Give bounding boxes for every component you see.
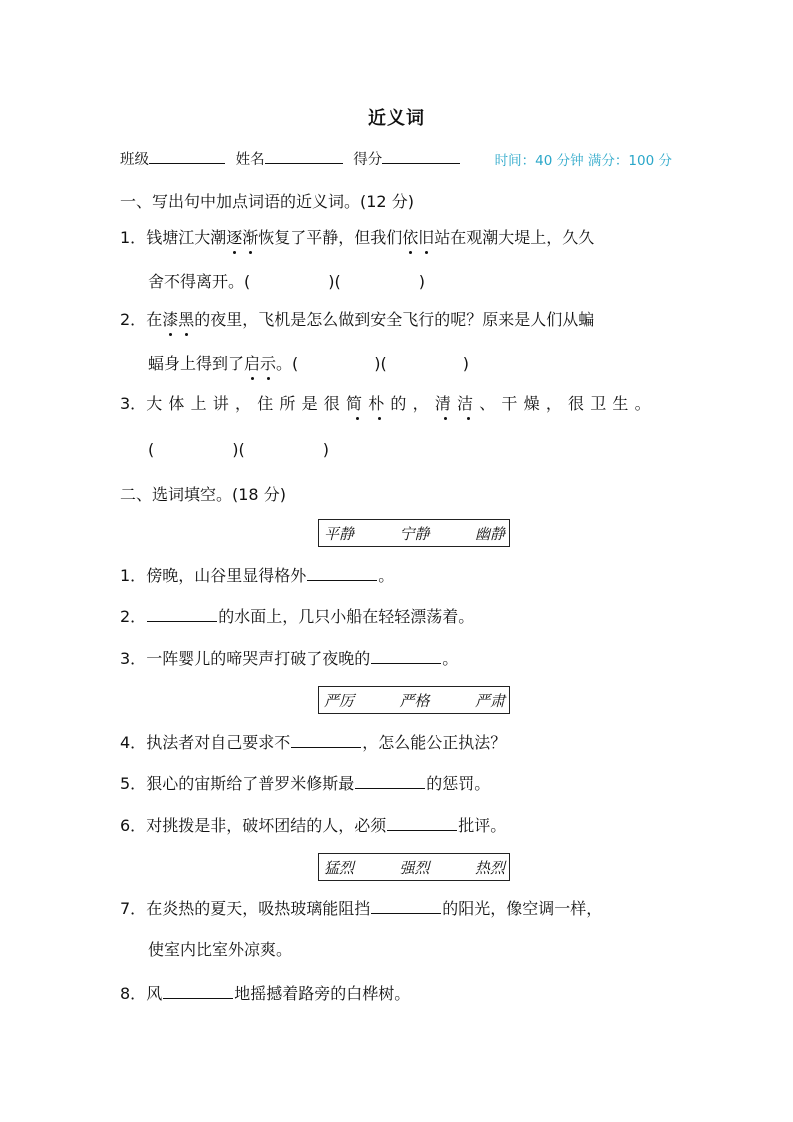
- class-blank[interactable]: [149, 149, 225, 164]
- dotted-word: [435, 394, 479, 413]
- q-text: 站在观潮大堤上，久久: [434, 228, 595, 247]
- paren: ): [418, 272, 425, 291]
- paren: )(: [232, 440, 245, 459]
- q-text: 一阵婴儿的啼哭声打破了夜晚的: [146, 649, 371, 668]
- fill-blank[interactable]: [371, 647, 441, 664]
- dotted-char: 旧: [418, 228, 435, 247]
- q-text: 在炎热的夏天，吸热玻璃能阻挡: [146, 899, 371, 918]
- q-number: 4．: [120, 733, 147, 752]
- paren: ): [322, 440, 329, 459]
- s1-question-2-cont: [148, 353, 469, 375]
- q-text: 在: [146, 310, 163, 329]
- q-number: 5．: [120, 774, 147, 793]
- q-number: 3．: [120, 394, 147, 413]
- s2-item-7-cont: [148, 939, 292, 961]
- fill-blank[interactable]: [307, 564, 377, 581]
- dotted-char: 启: [244, 354, 261, 373]
- word-option: 热烈: [474, 858, 505, 877]
- q-number: 8．: [120, 984, 147, 1003]
- q-text: 、干燥，很卫生。: [479, 394, 657, 413]
- s1-question-2: [120, 309, 594, 331]
- score-label: 得分: [353, 152, 383, 168]
- word-option: 幽静: [474, 524, 505, 543]
- page-title: 近义词: [368, 108, 425, 129]
- dotted-char: 漆: [162, 310, 179, 329]
- s1-question-3: [120, 393, 657, 415]
- q-text: 大体上讲，住所是很: [146, 394, 346, 413]
- dotted-char: 清: [434, 394, 458, 413]
- fill-blank[interactable]: [387, 814, 457, 831]
- paren: (: [148, 440, 155, 459]
- dotted-char: 依: [402, 228, 419, 247]
- fill-blank[interactable]: [147, 605, 217, 622]
- paren: ): [462, 354, 470, 373]
- q-number: 1．: [120, 566, 147, 585]
- q-text: 傍晚，山谷里显得格外: [146, 566, 307, 585]
- word-option: 平静: [324, 524, 355, 543]
- paren: )(: [374, 354, 387, 373]
- q-text: 。(: [276, 354, 299, 373]
- name-label: 姓名: [235, 152, 265, 168]
- q-text: 。: [378, 566, 395, 585]
- dotted-char: 朴: [368, 394, 391, 413]
- s2-item-4: [120, 731, 506, 754]
- q-number: 7．: [120, 899, 147, 918]
- q-number: 2．: [120, 607, 147, 626]
- dotted-char: 示: [260, 354, 277, 373]
- q-number: 6．: [120, 816, 147, 835]
- class-field: [120, 148, 225, 169]
- score-field: [353, 148, 460, 169]
- dotted-char: 简: [346, 394, 369, 413]
- fill-blank[interactable]: [355, 772, 425, 789]
- word-option: 严厉: [324, 691, 355, 710]
- q-text: 恢复了平静，但我们: [258, 228, 403, 247]
- word-option: 严肃: [474, 691, 505, 710]
- score-blank[interactable]: [382, 149, 460, 164]
- s2-item-8: [120, 982, 410, 1005]
- q-text: 舍不得离开。(: [148, 272, 251, 291]
- q-text: 风: [146, 984, 163, 1003]
- q-text: 的夜里，飞机是怎么做到安全飞行的呢？原来是人们从蝙: [194, 310, 595, 329]
- student-info-row: [120, 148, 680, 170]
- word-choice-box-3: [318, 853, 510, 881]
- word-option: 严格: [399, 691, 430, 710]
- dotted-char: 洁: [457, 394, 480, 413]
- q-text: 执法者对自己要求不: [146, 733, 291, 752]
- q-number: 2．: [120, 310, 147, 329]
- q-text: ，怎么能公正执法？: [362, 733, 507, 752]
- fill-blank[interactable]: [291, 731, 361, 748]
- s1-question-1: [120, 227, 594, 249]
- s1-question-3-cont: [148, 439, 329, 461]
- q-text: 批评。: [458, 816, 507, 835]
- q-text: 对挑拨是非，破坏团结的人，必须: [146, 816, 387, 835]
- dotted-word: [346, 394, 390, 413]
- section1-heading: 一、写出句中加点词语的近义词。(12 分): [120, 192, 414, 211]
- q-text: 地摇撼着路旁的白桦树。: [234, 984, 411, 1003]
- dotted-char: 逐: [226, 228, 243, 247]
- name-blank[interactable]: [265, 149, 343, 164]
- section2-heading: 二、选词填空。(18 分): [120, 485, 286, 504]
- dotted-word: [244, 354, 276, 373]
- q-text: 的水面上，几只小船在轻轻漂荡着。: [218, 607, 475, 626]
- q-text: 蝠身上得到了: [148, 354, 245, 373]
- q-text: 狠心的宙斯给了普罗米修斯最: [146, 774, 355, 793]
- s1-question-1-cont: [148, 271, 425, 293]
- word-option: 宁静: [399, 524, 430, 543]
- word-option: 强烈: [399, 858, 430, 877]
- s2-item-5: [120, 772, 490, 795]
- class-label: 班级: [120, 152, 149, 168]
- q-text: 的阳光，像空调一样，: [442, 899, 603, 918]
- dotted-char: 黑: [178, 310, 195, 329]
- s2-item-7: [120, 897, 602, 920]
- name-field: [236, 148, 343, 169]
- fill-blank[interactable]: [163, 982, 233, 999]
- q-text: 。: [442, 649, 459, 668]
- q-text: 的惩罚。: [426, 774, 491, 793]
- dotted-char: 渐: [242, 228, 259, 247]
- s2-item-3: [120, 647, 458, 670]
- q-number: 3．: [120, 649, 147, 668]
- s2-item-2: [120, 605, 474, 628]
- dotted-word: [162, 310, 194, 329]
- dotted-word: [226, 228, 258, 247]
- dotted-word: [402, 228, 434, 247]
- word-choice-box-1: [318, 519, 510, 547]
- time-score-meta: 时间：40 分钟 满分：100 分: [494, 153, 672, 169]
- s2-item-1: [120, 564, 394, 587]
- word-option: 猛烈: [324, 858, 355, 877]
- word-choice-box-2: [318, 686, 510, 714]
- q-text: 的，: [390, 394, 435, 413]
- q-number: 1．: [120, 228, 147, 247]
- paren: )(: [328, 272, 341, 291]
- s2-item-6: [120, 814, 506, 837]
- fill-blank[interactable]: [371, 897, 441, 914]
- q-text: 钱塘江大潮: [146, 228, 227, 247]
- q-text: 使室内比室外凉爽。: [148, 940, 293, 959]
